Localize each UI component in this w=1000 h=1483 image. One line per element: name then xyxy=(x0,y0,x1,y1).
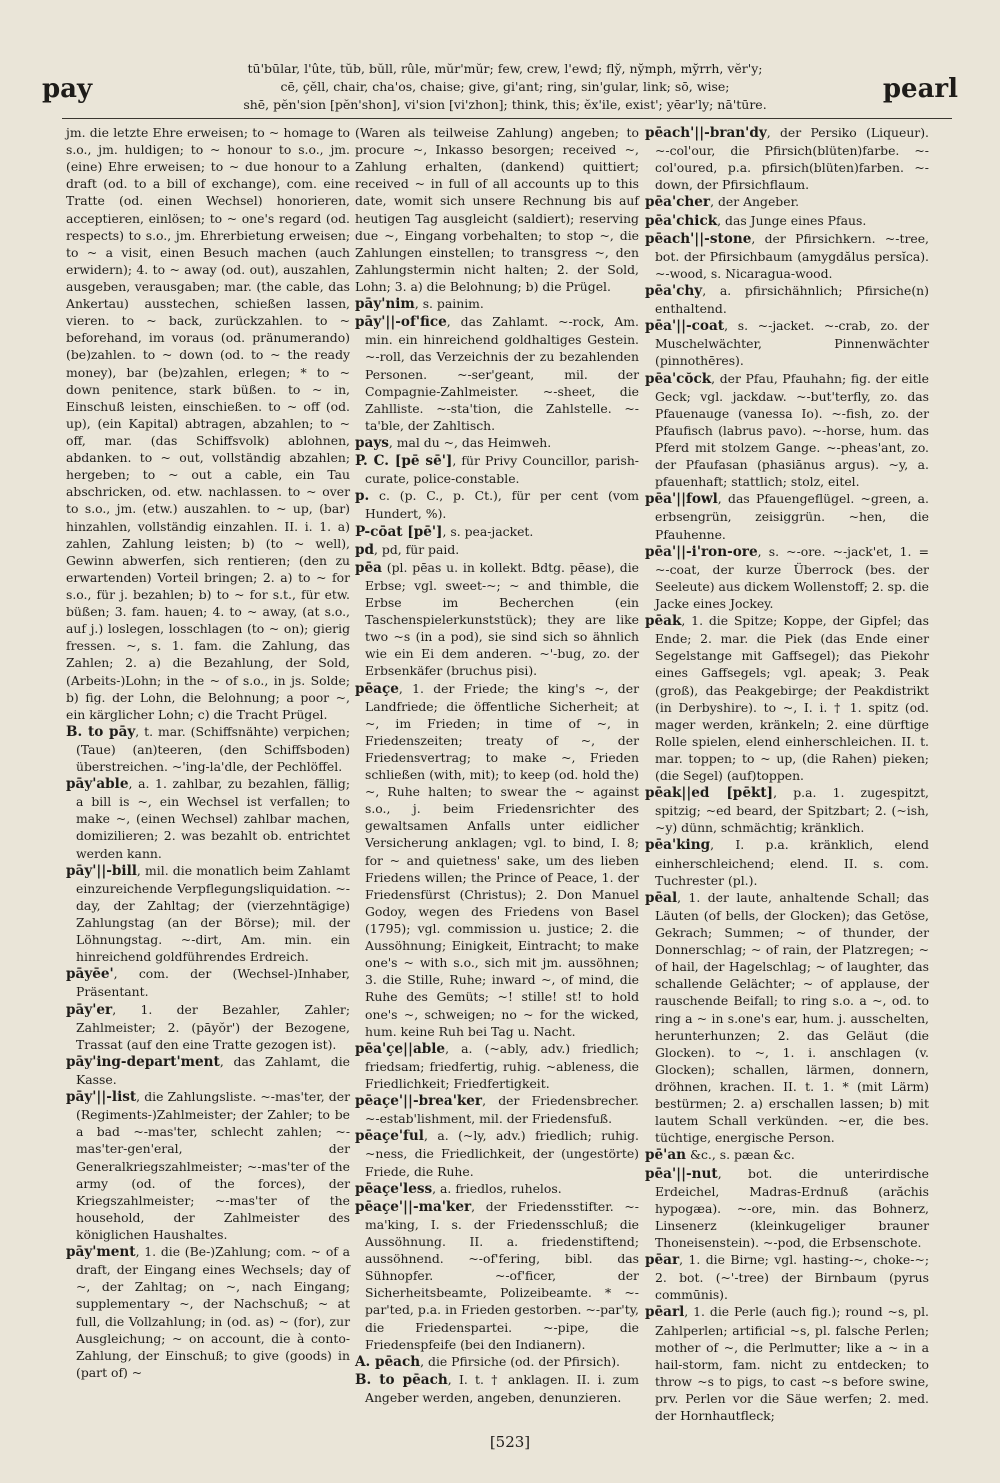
dictionary-entry: pēa'cŏck, der Pfau, Pfauhahn; fig. der eitle Geck; vgl. jackdaw. ~-but'terfly, zo. das Pfauenauge (vanessa Io). ~-fish, zo. der Pfaufisch (labrus pavo). ~-horse, hum. das Pferd mit stolzem Gange. ~-pheas'ant, zo. der Pfaufasan (phasiānus argus). ~y, a. pfauenhaft; stattlich; stolz, eitel. xyxy=(645,370,929,490)
pronunciation-key xyxy=(215,60,795,114)
dictionary-entry: pāyēe', com. der (Wechsel-)Inhaber, Präsentant. xyxy=(66,966,350,1000)
headword: pēa'çe||able xyxy=(355,1040,446,1057)
dictionary-entry: pāy'able, a. 1. zahlbar, zu bezahlen, fällig; a bill is ~, ein Wechsel ist verfallen; to make ~, (einen Wechsel) zahlbar machen, domizilieren; 2. was bezahlt ob. entrichtet werden kann. xyxy=(66,776,350,861)
headword: pēa'king xyxy=(645,837,711,854)
headword: pēach'||-bran'dy xyxy=(645,125,767,141)
headword: pēaçe xyxy=(355,680,399,697)
dictionary-entry: pēak||ed [pēkt], p.a. 1. zugespitzt, spitzig; ~ed beard, der Spitzbart; 2. (~ish, ~y) dünn, schmächtig; kränklich. xyxy=(645,785,930,836)
page-number: [523] xyxy=(489,1433,531,1451)
headword: pēa'||-coat xyxy=(645,318,725,335)
headword: pāy'||-bill xyxy=(66,862,137,879)
column-right xyxy=(645,124,929,1424)
dictionary-entry: pāy'er, 1. der Bezahler, Zahler; Zahlmeister; 2. (pāyŏr') der Bezogene, Trassat (auf den eine Tratte gezogen ist). xyxy=(66,1001,350,1052)
column-left xyxy=(66,124,350,1381)
dictionary-entry: pāy'ing-depart'ment, das Zahlamt, die Kasse. xyxy=(66,1053,350,1088)
headword: B. to pēach xyxy=(355,1371,448,1388)
headword: pēa'||fowl xyxy=(645,491,718,508)
right-guide-word: pearl xyxy=(882,74,958,104)
headword: pēak||ed [pēkt] xyxy=(645,785,774,802)
dictionary-entry: pāy'nim, s. painim. xyxy=(355,296,484,313)
dictionary-entry: pāy'||-bill, mil. die monatlich beim Zahlamt einzureichende Verpflegungsliquidation. ~-day, der Zahltag; der (vierzehntägige) Zahlungstag (an der Börse); mil. der Löhnungstag. ~-dirt, Am. min. ein hinreichend goldführendes Erdreich. xyxy=(66,862,350,965)
headword: pāy'nim xyxy=(355,296,415,313)
headword: pēaçe'||-brea'ker xyxy=(355,1093,483,1110)
dictionary-entry: pēaçe, 1. der Friede; the king's ~, der Landfriede; die öffentliche Sicherheit; at ~, im Frieden; in time of ~, in Friedenszeiten; treaty of ~, der Friedensvertrag; to make ~, Frieden schließen (with, mit); to keep (od. hold the) ~, Ruhe halten; to swear the ~ against s.o., j. beim Friedensrichter des gewaltsamen Anfalls unter eidlicher Versicherung anklagen; vgl. to bind, I. 8; for ~ and quietness' sake, um des lieben Friedens willen; the Prince of Peace, 1. der Friedensfürst (Christus); 2. Don Manuel Godoy, wegen des Friedens von Basel (1795); vgl. commission u. justice; 2. die Aussöhnung; Einigkeit, Eintracht; to make one's ~ with s.o., sich mit jm. aussöhnen; 3. die Stille, Ruhe; inward ~, of mind, die Ruhe des Gemüts; ~! stille! st! to hold one's ~, schweigen; no ~ for the wicked, hum. keine Ruh bei Tag u. Nacht. xyxy=(355,680,639,1039)
headword: pāy'able xyxy=(66,776,129,793)
headword: pēak xyxy=(645,613,682,630)
dictionary-entry: pēaçe'||-brea'ker, der Friedensbrecher. ~-estab'lishment, mil. der Friedensfuß. xyxy=(355,1093,639,1127)
dictionary-entry: pays, mal du ~, das Heimweh. xyxy=(355,434,552,451)
headword: pāy'er xyxy=(66,1001,113,1018)
entry-continuation: (Waren als teilweise Zahlung) angeben; to procure ~, Inkasso besorgen; received ~, Zahlung erhalten, (dankend) quittiert; received ~ in full of all accounts up to this date, womit sich unsere Rechnung bis auf heutigen Tag ausgleicht (saldiert); reserving due ~, Eingang vorbehalten; to stop ~, die Zahlungen einstellen; to transgress ~, den Zahlungstermin nicht halten; 2. der Sold, Lohn; 3. a) die Belohnung; b) die Prügel. xyxy=(355,125,639,294)
headword: pēal xyxy=(645,889,678,906)
headword: pāy'ing-depart'ment xyxy=(66,1053,220,1070)
headword: pēach'||-stone xyxy=(645,230,752,247)
dictionary-entry: B. to pāy, t. mar. (Schiffsnähte) verpichen; (Taue) (an)teeren, (den Schiffsboden) überstreichen. ~'ing-la'dle, der Pechlöffel. xyxy=(66,723,350,775)
pronunciation-key-line: tū'būlar, l'ûte, tŭb, bŭll, rûle, mŭr'mŭr; few, crew, l'ewd; fly̆, ny̆mph, my̆rrh, vĕr'y; xyxy=(247,61,763,76)
dictionary-entry: pēa'||-i'ron-ore, s. ~-ore. ~-jack'et, 1. = ~-coat, der kurze Überrock (bes. der Seeleute) aus dickem Wollenstoff; 2. sp. die Jacke eines Jockey. xyxy=(645,543,930,611)
dictionary-entry: pēal, 1. der laute, anhaltende Schall; das Läuten (of bells, der Glocken); das Getöse, Gekrach; Summen; ~ of thunder, der Donnerschlag; ~ of rain, der Platzregen; ~ of hail, der Hagelschlag; ~ of laughter, das schallende Gelächter; ~ of applause, der rauschende Beifall; to ring s.o. a ~, od. to ring a ~ in s.one's ear, hum. j. ausschelten, herunterhunzen; 2. das Geläut (die Glocken). to ~, 1. i. anschlagen (v. Glocken); schallen, lärmen, donnern, dröhnen, krachen. II. t. 1. * (mit Lärm) bestürmen; 2. a) erschallen lassen; b) mit lautem Schall verkünden. ~er, die bes. tüchtige, energische Person. xyxy=(645,889,929,1146)
headword: pēa'cŏck xyxy=(645,370,712,387)
dictionary-entry: pē'an &c., s. pæan &c. xyxy=(645,1147,795,1164)
dictionary-entry: pēa (pl. pēas u. in kollekt. Bdtg. pēase), die Erbse; vgl. sweet-~; ~ and thimble, die Erbse im Becherchen (ein Taschenspielerkunststück); they are like two ~s (in a pod), sie sind sich so ähnlich wie ein Ei dem anderen. ~'-bug, zo. der Erbsenkäfer (bruchus pisi). xyxy=(355,559,639,679)
dictionary-entry: p. c. (p. C., p. Ct.), für per cent (vom Hundert, %). xyxy=(355,488,639,522)
headword: pāy'||-of'fice xyxy=(355,314,447,331)
headword: pēa'chy xyxy=(645,282,703,299)
dictionary-entry: pēa'||fowl, das Pfauengeflügel. ~green, a. erbsengrün, zeisiggrün. ~hen, die Pfauhenne. xyxy=(645,491,929,542)
dictionary-entry: pēa'||-coat, s. ~-jacket. ~-crab, zo. der Muschelwächter, Pinnenwächter (pinnothēres). xyxy=(645,318,929,369)
dictionary-entry: pēa'chy, a. pfirsichähnlich; Pfirsiche(n) enthaltend. xyxy=(645,282,929,317)
headword: pēarl xyxy=(645,1304,685,1321)
pronunciation-key-line: cē, çĕll, chair, cha'os, chaise; give, gi'ant; ring, sin'gular, link; sō, wise; xyxy=(280,79,730,94)
dictionary-entry: pēa'||-nut, bot. die unterirdische Erdeichel, Madras-Erdnuß (arăchis hypogæa). ~-ore, min. das Bohnerz, Linsenerz (kleinkugeliger brauner Thoneisenstein). ~-pod, die Erbsenschote. xyxy=(645,1165,929,1250)
headword: pēa'||-i'ron-ore xyxy=(645,543,758,560)
headword: pēa'chick xyxy=(645,212,718,229)
dictionary-entry: pāy'||-of'fice, das Zahlamt. ~-rock, Am. min. ein hinreichend goldhaltiges Gestein. ~-roll, das Verzeichnis der zu bezahlenden Personen. ~-ser'geant, mil. der Compagnie-Zahlmeister. ~-sheet, die Zahlliste. ~-sta'tion, die Zahlstelle. ~-ta'ble, der Zahltisch. xyxy=(355,314,639,433)
dictionary-entry: pēa'cher, der Angeber. xyxy=(645,194,800,211)
dictionary-entry: P. C. [pē sē'], für Privy Councillor, parish-curate, police-constable. xyxy=(355,453,639,487)
pronunciation-key-line: shē, pĕn'sion [pĕn'shon], vi'sion [vi'zhon]; think, this; ĕx'ile, exist'; yēar'ly; nā'tūre. xyxy=(243,97,767,112)
headword: P-cōat [pē'] xyxy=(355,523,443,540)
headword: pd xyxy=(355,541,375,558)
column-middle xyxy=(355,124,639,1406)
headword: A. pēach xyxy=(355,1353,421,1370)
headword: pēaçe'ful xyxy=(355,1128,424,1145)
headword: p. xyxy=(355,488,370,505)
headword: pēa xyxy=(355,559,382,576)
dictionary-entry: pēaçe'||-ma'ker, der Friedensstifter. ~-ma'king, I. s. der Friedensschluß; die Aussöhnung. II. a. friedenstiftend; aussöhnend. ~-of'fering, bibl. das Sühnopfer. ~-of'ficer, der Sicherheitsbeamte, Polizeibeamte. * ~-par'ted, p.a. in Frieden gestorben. ~-par'ty, die Friedenspartei. ~-pipe, die Friedenspfeife (bei den Indianern). xyxy=(355,1198,639,1352)
headword: pāy'ment xyxy=(66,1244,136,1261)
dictionary-entry: pd, pd, für paid. xyxy=(355,541,460,558)
headword: pēaçe'less xyxy=(355,1180,433,1197)
header-rule xyxy=(62,118,952,119)
headword: pays xyxy=(355,434,389,451)
entry-continuation: jm. die letzte Ehre erweisen; to ~ homage to s.o., jm. huldigen; to ~ honour to s.o., jm. (eine) Ehre erweisen; to ~ due honour to a draft (od. to a bill of exchange), com. eine Tratte (od. einen Wechsel) honorieren, acceptieren, einlösen; to ~ one's regard (od. respects) to s.o., jm. Ehrerbietung erweisen; to ~ a visit, einen Besuch machen (auch erwidern); 4. to ~ away (od. out), auszahlen, ausgeben, verausgaben; mar. (the cable, das Ankertau) ausstechen, schießen lassen, vieren. to ~ back, zurückzahlen. to ~ beforehand, im voraus (od. pränumerando) (be)zahlen. to ~ down (od. to ~ the ready money), bar (be)zahlen, erlegen; * to ~ down penitence, stark büßen. to ~ in, Einschuß leisten, einschießen. to ~ off (od. up), (ein Kapital) abtragen, abzahlen; to ~ off, mar. (das Schiffsvolk) ablohnen, abdanken. to ~ out, vollständig abzahlen; hergeben; to ~ out a cable, ein Tau abschricken, od. etw. nachlassen. to ~ over to s.o., jm. (etw.) auszahlen. to ~ up, (bar) hinzahlen, vollständig einzahlen. II. i. 1. a) zahlen, Zahlung leisten; b) (to ~ well), Gewinn abwerfen, sich rentieren; (den zu erwartenden) Vorteil bringen; 2. a) to ~ for s.o., für j. bezahlen; b) to ~ for s.t., für etw. büßen; 3. fam. hauen; 4. to ~ away, (at s.o., auf j.) loslegen, losschlagen (to ~ on); gierig fressen. ~, s. 1. fam. die Zahlung, das Zahlen; 2. a) die Bezahlung, der Sold, (Arbeits-)Lohn; in the ~ of s.o., in js. Solde; b) fig. der Lohn, die Belohnung; a poor ~, ein kärglicher Lohn; c) die Tracht Prügel. xyxy=(66,125,350,722)
dictionary-entry: pēa'chick, das Junge eines Pfaus. xyxy=(645,212,867,229)
headword: pē'an xyxy=(645,1147,687,1164)
headword: pēa'cher xyxy=(645,194,711,211)
dictionary-entry: pāy'ment, 1. die (Be-)Zahlung; com. ~ of a draft, der Eingang eines Wechsels; day of ~, der Zahltag; on ~, nach Eingang; supplementary ~, der Nachschuß; ~ at full, die Vollzahlung; in (od. as) ~ (for), zur Ausgleichung; ~ on account, die à conto-Zahlung, der Einschuß; to give (goods) in (part of) ~ xyxy=(66,1244,350,1380)
headword: pēa'||-nut xyxy=(645,1165,718,1182)
headword: P. C. [pē sē'] xyxy=(355,453,453,470)
headword: pāy'||-list xyxy=(66,1089,137,1106)
dictionary-entry: pēa'çe||able, a. (~ably, adv.) friedlich; friedsam; friedfertig, ruhig. ~ableness, die Friedlichkeit; Friedfertigkeit. xyxy=(355,1040,639,1092)
dictionary-entry: pēar, 1. die Birne; vgl. hasting-~, choke-~; 2. bot. (~'-tree) der Birnbaum (pyrus commūnis). xyxy=(645,1252,929,1303)
dictionary-entry: B. to pēach, I. t. † anklagen. II. i. zum Angeber werden, angeben, denunzieren. xyxy=(355,1371,639,1405)
dictionary-entry: pēach'||-bran'dy, der Persiko (Liqueur). ~-col'our, die Pfirsich(blüten)farbe. ~-col'oured, p.a. pfirsich(blüten)farben. ~-down, der Pfirsichflaum. xyxy=(645,125,929,193)
dictionary-entry: pēaçe'ful, a. (~ly, adv.) friedlich; ruhig. ~ness, die Friedlichkeit, der (ungestörte) Friede, die Ruhe. xyxy=(355,1128,639,1179)
dictionary-entry: A. pēach, die Pfirsiche (od. der Pfirsich). xyxy=(355,1353,620,1370)
headword: pēaçe'||-ma'ker xyxy=(355,1198,472,1215)
dictionary-entry: pēarl, 1. die Perle (auch fig.); round ~s, pl. Zahlperlen; artificial ~s, pl. falsche Perlen; mother of ~, die Perlmutter; like a ~ in a hail-storm, fam. nicht zu entdecken; to throw ~s to pigs, to cast ~s before swine, prv. Perlen vor die Säue werfen; 2. med. der Hornhautfleck; xyxy=(645,1304,929,1424)
dictionary-entry: pēach'||-stone, der Pfirsichkern. ~-tree, bot. der Pfirsichbaum (amygdălus persĭca). ~-wood, s. Nicaragua-wood. xyxy=(645,230,929,281)
dictionary-entry: pēak, 1. die Spitze; Koppe, der Gipfel; das Ende; 2. mar. die Piek (das Ende einer Segelstange mit Gaffsegel); das Piekohr eines Gaffsegels; vgl. apeak; 3. Peak (groß), das Peakgebirge; der Peakdistrikt (in Derbyshire). to ~, I. i. † 1. spitz (od. mager werden, kränkeln; 2. eine dürftige Rolle spielen, elend einherschleichen. II. t. mar. toppen; to ~ up, (die Rahen) pieken; (die Segel) (auf)toppen. xyxy=(645,613,929,784)
dictionary-entry: pēaçe'less, a. friedlos, ruhelos. xyxy=(355,1180,562,1197)
headword: pāyēe' xyxy=(66,966,114,983)
left-guide-word: pay xyxy=(42,74,93,104)
dictionary-entry: pēa'king, I. p.a. kränklich, elend einherschleichend; elend. II. s. com. Tuchrester (pl.). xyxy=(645,837,929,888)
dictionary-entry: pāy'||-list, die Zahlungsliste. ~-mas'ter, der (Regiments-)Zahlmeister; der Zahler; to be a bad ~-mas'ter, schlecht zahlen; ~-mas'ter-gen'eral, der Generalkriegszahlmeister; ~-mas'ter of the army (od. of the forces), der Kriegszahlmeister; ~-mas'ter of the household, der Zahlmeister des königlichen Haushaltes. xyxy=(66,1089,350,1242)
headword: B. to pāy xyxy=(66,723,136,740)
headword: pēar xyxy=(645,1252,680,1269)
dictionary-entry: P-cōat [pē'], s. pea-jacket. xyxy=(355,523,534,540)
